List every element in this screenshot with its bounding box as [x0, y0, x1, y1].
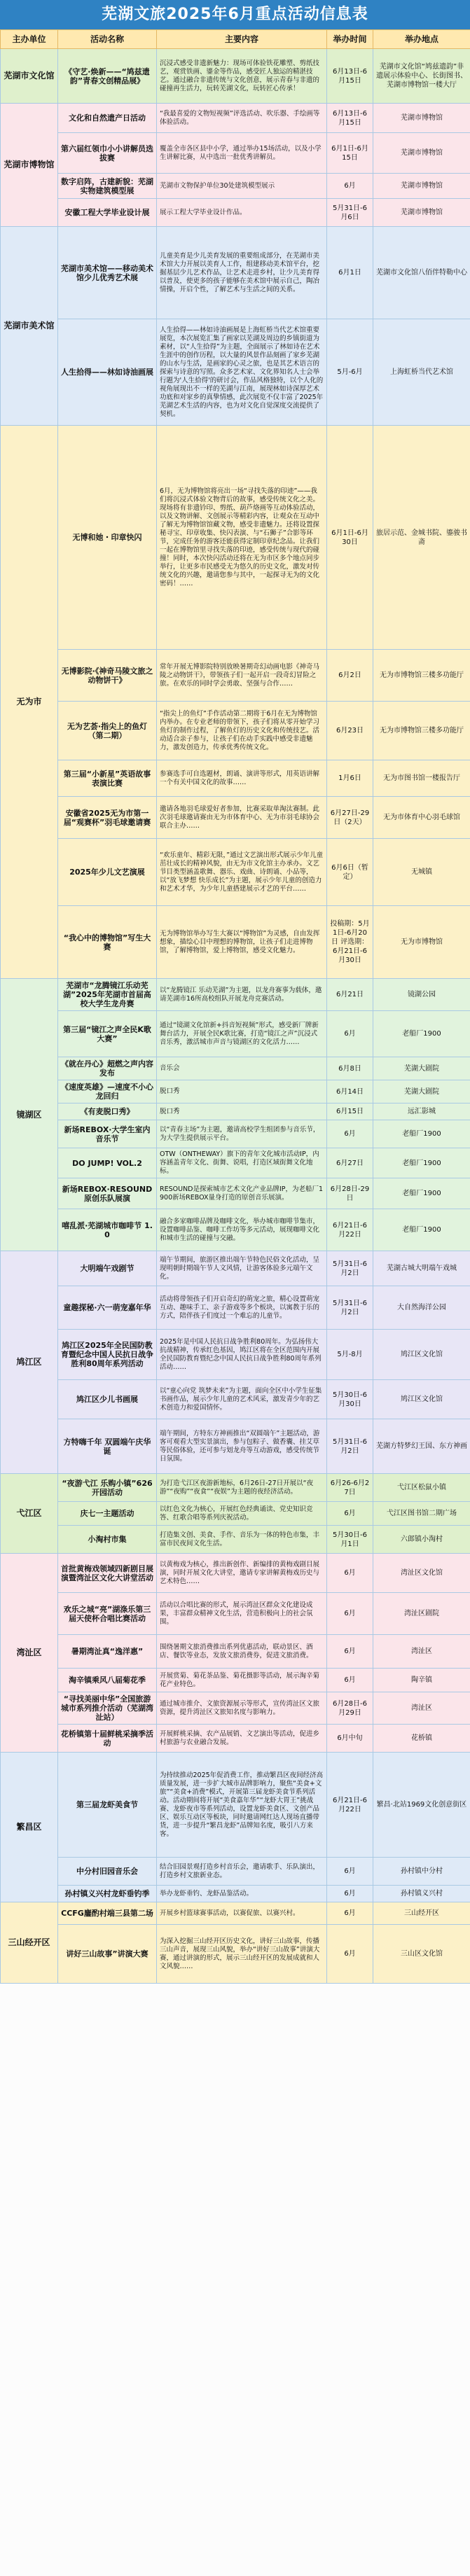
time-cell: 6月26-6月27日 [327, 1474, 373, 1502]
table-row [1, 1635, 470, 1669]
time-cell: 1月6日 [327, 760, 373, 797]
content-cell: 开展鲜桃采摘、农产品展销、文艺演出等活动，促进乡村旅游与农业融合发展。 [157, 1725, 327, 1753]
content-cell: 结合旧园景观打造乡村音乐会，邀请歌手、乐队演出，打造乡村文旅新业态。 [157, 1858, 327, 1886]
time-cell: 6月27日 [327, 1148, 373, 1178]
activity-name-cell: 芜湖市美术馆——移动美术馆少儿优秀艺术展 [58, 227, 157, 319]
table-row [1, 199, 470, 227]
time-cell: 5月31日-6月2日 [327, 1251, 373, 1286]
activity-name-cell: 安徽工程大学毕业设计展 [58, 199, 157, 227]
venue-cell: 老船厂1900 [373, 1209, 470, 1251]
content-cell: “欢乐童年、精彩无限，”通过文艺演出形式展示少年儿童茁壮成长的精神风貌，由无为市文化馆主办承办。文艺节目类型涵盖歌舞、器乐、戏曲、诗朗诵、小品等，以“放飞梦想 快乐成长”为主题，展示少年儿童的创造力和艺术才华，为少年儿童搭建展示才艺的平台…… [157, 839, 327, 906]
activity-name-cell: 庆七一主题活动 [58, 1502, 157, 1526]
activity-name-cell: 鸠江区2025年全民国防教育暨纪念中国人民抗日战争胜利80周年系列活动 [58, 1330, 157, 1380]
host-cell: 弋江区 [1, 1474, 58, 1554]
content-cell: 音乐会 [157, 1057, 327, 1080]
content-cell: 儿童美育是少儿美育发展的重要组成部分，在芜湖市美术馆大力开展以美育人工作，组建移动美术馆平台，挖掘基层少儿艺术作品，让艺术走进乡村，让少儿美育得以普及，使更多的孩子能够在美术馆中展示自己，陶冶情操，开启个性，了解艺术与生活之间的关系。 [157, 227, 327, 319]
host-cell: 镜湖区 [1, 979, 58, 1251]
table-row [1, 426, 470, 650]
table-row [1, 906, 470, 979]
time-cell: 6月 [327, 1858, 373, 1886]
content-cell: “我最喜爱的文物短视频”评选活动、吹乐器、手绘画等体验活动。 [157, 104, 327, 133]
content-cell: 脱口秀 [157, 1103, 327, 1120]
content-cell: 脱口秀 [157, 1080, 327, 1103]
activity-name-cell: 中分村旧园音乐会 [58, 1858, 157, 1886]
time-cell: 6月 [327, 1925, 373, 1984]
table-row [1, 1103, 470, 1120]
content-cell: RESOUND是探索城市艺术文化产业品牌IP，为老船厂1900新场REBOX量身打造的原创音乐展演。 [157, 1178, 327, 1209]
venue-cell: 芜湖大剧院 [373, 1057, 470, 1080]
content-cell: 芜湖市文物保护单位30处建筑模型展示 [157, 174, 327, 199]
content-cell: 通过“镜湖文化馆新+抖音短视频”形式，感受新厂牌新舞台活力，开展全民K歌比赛，打造“镜江之声”沉浸式音乐秀，激活城市声音与镜湖区的文化活力…… [157, 1011, 327, 1057]
venue-cell: 湾沚区 [373, 1692, 470, 1725]
host-group [1, 1251, 470, 1474]
host-cell: 三山经开区 [1, 1902, 58, 1984]
content-cell: 以黄梅戏为核心，推出新创作、新编排的黄梅戏剧目展演，同时开展文化大讲堂，邀请专家讲解黄梅戏历史与艺术特色…… [157, 1554, 327, 1593]
content-cell: 围绕暑期文旅消费推出系列优惠活动，联动景区、酒店、餐饮等业态，发放文旅消费券，促进文旅消费。 [157, 1635, 327, 1669]
activity-name-cell: 《有麦脱口秀》 [58, 1103, 157, 1120]
activity-name-cell: “寻找美丽中华”全国旅游城市系列推介活动（芜湖湾沚站） [58, 1692, 157, 1725]
venue-cell: 芜湖市文化馆“鸠兹遗韵”非遗展示体验中心、长街图书、芜湖市博物馆一楼大厅 [373, 49, 470, 104]
activity-name-cell: 2025年少儿文艺演展 [58, 839, 157, 906]
header-time: 举办时间 [327, 30, 373, 49]
activity-name-cell: 第三届“镜江之声全民K歌大赛” [58, 1011, 157, 1057]
table-row [1, 1554, 470, 1593]
time-cell: 5月30日-6月30日 [327, 1380, 373, 1419]
venue-cell: 繁昌·北站1969文化创意街区 [373, 1753, 470, 1858]
table-row [1, 227, 470, 319]
activity-name-cell: 无为艺荟·指尖上的鱼灯（第二期） [58, 702, 157, 760]
table-row [1, 1251, 470, 1286]
time-cell: 5月31日-6月2日 [327, 1286, 373, 1330]
table-row [1, 797, 470, 839]
content-cell: “指尖上的鱼灯”手作活动第二期将于6月在无为博物馆内举办。在专业老师的带领下，孩子们将从零开始学习鱼灯的制作过程，了解鱼灯的历史文化和传统技艺。活动适合亲子参与，让孩子们在动手实践中感受非遗魅力，激发创造力，传承优秀传统文化。 [157, 702, 327, 760]
content-cell: 2025年是中国人民抗日战争胜利80周年。为弘扬伟大抗战精神，传承红色基因，鸠江区将在全区范围内开展全民国防教育暨纪念中国人民抗日战争胜利80周年系列活动…… [157, 1330, 327, 1380]
time-cell: 6月28日-29日 [327, 1178, 373, 1209]
table-row [1, 1502, 470, 1526]
activity-name-cell: 《速度英雄》—速度不小心龙回归 [58, 1080, 157, 1103]
table-row [1, 49, 470, 104]
table-row [1, 1011, 470, 1057]
page-title: 芜湖文旅2025年6月重点活动信息表 [0, 0, 470, 29]
content-cell: 为持续推动2025年促消费工作，推动繁昌区夜间经济高质量发展，进一步扩大城市品牌影响力，聚焦“美食+文旅”“美食+消费”模式，开展第三届龙虾美食节系列活动。活动期间将开展“美食嘉年华”“龙虾大胃王”挑战赛、龙虾夜市等系列活动，设置龙虾美食区、文创产品区、娱乐互动区等板块，同时邀请网红达人现场直播带货，进一步提升“繁昌龙虾”品牌知名度，吸引八方来客。 [157, 1753, 327, 1858]
content-cell: 举办龙虾垂钓、龙虾品鉴活动。 [157, 1886, 327, 1902]
venue-cell: 三山经开区 [373, 1902, 470, 1925]
venue-cell: 老船厂1900 [373, 1011, 470, 1057]
table-row [1, 1057, 470, 1080]
table-row [1, 1858, 470, 1886]
table-row [1, 1925, 470, 1984]
venue-cell: 鸠江区文化馆 [373, 1330, 470, 1380]
time-cell: 6月1日 [327, 227, 373, 319]
host-group [1, 1753, 470, 1902]
time-cell: 6月 [327, 1120, 373, 1148]
time-cell: 6月 [327, 1502, 373, 1526]
content-cell: 以红色文化为核心，开展红色经典诵读、党史知识竞答、红歌合唱等系列庆祝活动。 [157, 1502, 327, 1526]
activity-name-cell: 第三届龙虾美食节 [58, 1753, 157, 1858]
header-host: 主办单位 [1, 30, 58, 49]
table-row [1, 1178, 470, 1209]
time-cell: 6月28日-6月29日 [327, 1692, 373, 1725]
activity-name-cell: 小淘村市集 [58, 1526, 157, 1554]
venue-cell: 芜湖古城大明端午戏城 [373, 1251, 470, 1286]
activity-name-cell: 嘻乱派·芜湖城市咖啡节 1.0 [58, 1209, 157, 1251]
activity-name-cell: 暑期湾沚真“逸洋惠” [58, 1635, 157, 1669]
venue-cell: 老船厂1900 [373, 1178, 470, 1209]
time-cell: 6月21日-6月22日 [327, 1753, 373, 1858]
venue-cell: 芜湖市博物馆 [373, 133, 470, 174]
table-row [1, 1886, 470, 1902]
activity-name-cell: 淘辛镇乘风八届菊花季 [58, 1669, 157, 1692]
table-row [1, 174, 470, 199]
venue-cell: 芜湖市文化馆八佰伴特勒中心 [373, 227, 470, 319]
table-row [1, 1692, 470, 1725]
time-cell: 6月 [327, 174, 373, 199]
content-cell: 通过城市推介、文旅资源展示等形式，宣传湾沚区文旅资源，提升湾沚区文旅知名度与影响力。 [157, 1692, 327, 1725]
host-group [1, 104, 470, 227]
content-cell: 以“龙腾镜江 乐动芜湖”为主题，以龙舟赛事为载体，邀请芜湖市16所高校组队开展龙舟竞赛活动。 [157, 979, 327, 1011]
activity-name-cell: 首批黄梅戏领域四新剧目展演暨湾沚区文化大讲堂活动 [58, 1554, 157, 1593]
venue-cell: 弋江区松鼠小镇 [373, 1474, 470, 1502]
content-cell: 常年开展无博影院特别放映暑期奇幻动画电影《神奇马陵之动物饼干》，带领孩子们一起开启一段奇幻冒险之旅。在欢乐的同时学会勇敢、坚强与合作…… [157, 650, 327, 702]
time-cell: 6月15日 [327, 1103, 373, 1120]
content-cell: OTW（ONTHEWAY）旗下的青年文化城市活动IP，内容涵盖青年文化、街舞、说唱，打造区域街舞文化地标。 [157, 1148, 327, 1178]
venue-cell: 大自然海洋公园 [373, 1286, 470, 1330]
time-cell: 5月31日-6月6日 [327, 199, 373, 227]
time-cell: 6月 [327, 1635, 373, 1669]
time-cell: 6月13日-6月15日 [327, 49, 373, 104]
venue-cell: 老船厂1900 [373, 1120, 470, 1148]
host-cell: 芜湖市博物馆 [1, 104, 58, 227]
time-cell: 6月 [327, 1669, 373, 1692]
content-cell: 展示工程大学毕业设计作品。 [157, 199, 327, 227]
venue-cell: 无为市博物馆三楼多功能厅 [373, 650, 470, 702]
table-row [1, 1474, 470, 1502]
venue-cell: 老船厂1900 [373, 1148, 470, 1178]
time-cell: 6月13日-6月15日 [327, 104, 373, 133]
content-cell: 以“童心向党 筑梦未来”为主题，面向全区中小学生征集书画作品，展示少年儿童的艺术风采，激发青少年的艺术创造力和爱国情怀。 [157, 1380, 327, 1419]
activity-name-cell: 第六届红领巾小小讲解员选拔赛 [58, 133, 157, 174]
table-row [1, 133, 470, 174]
time-cell: 6月 [327, 1902, 373, 1925]
host-group [1, 979, 470, 1251]
activity-name-cell: 《守艺·焕新——“鸠兹遗韵”青春文创精品展》 [58, 49, 157, 104]
header-content: 主要内容 [157, 30, 327, 49]
activity-name-cell: 人生拾得——林如诗油画展 [58, 319, 157, 426]
venue-cell: 无为市博物馆三楼多功能厅 [373, 702, 470, 760]
time-cell: 5月30日-6月1日 [327, 1526, 373, 1554]
venue-cell: 孙村镇中分村 [373, 1858, 470, 1886]
host-group [1, 1902, 470, 1984]
content-cell: 打造集文创、美食、手作、音乐为一体的特色市集，丰富市民夜间文化生活。 [157, 1526, 327, 1554]
host-cell: 湾沚区 [1, 1554, 58, 1753]
table-row [1, 1526, 470, 1554]
time-cell: 6月8日 [327, 1057, 373, 1080]
venue-cell: 无为市图书馆一楼报告厅 [373, 760, 470, 797]
venue-cell: 旅居示范、金城书院、鎏骏书斋 [373, 426, 470, 650]
venue-cell: 镜湖公园 [373, 979, 470, 1011]
activity-name-cell: 无博影院·《神奇马陵文旅之动物饼干》 [58, 650, 157, 702]
activity-name-cell: 第三届“小新星”英语故事表演比赛 [58, 760, 157, 797]
content-cell: 沉浸式感受非遗新魅力：现场可体验铁花雕塑、剪纸技艺，观赏铁画、鎏金等作品，感受匠人独运的精湛技艺。通过融合非遗传统与文化创意，展示青春与非遗的碰撞再生活力，玩转芜湖文化，玩转匠心传承！ [157, 49, 327, 104]
venue-cell: 陶辛镇 [373, 1669, 470, 1692]
time-cell: 6月 [327, 1886, 373, 1902]
host-cell: 繁昌区 [1, 1753, 58, 1902]
table-row [1, 1669, 470, 1692]
content-cell: 为深入挖掘三山经开区历史文化，讲好三山故事，传播三山声音，展现三山风貌，举办“讲好三山故事”讲演大赛，通过讲演的形式，展示三山经开区的发展成就和人文风貌…… [157, 1925, 327, 1984]
host-group [1, 227, 470, 426]
venue-cell: 无为市体育中心羽毛球馆 [373, 797, 470, 839]
time-cell: 6月23日 [327, 702, 373, 760]
venue-cell: 芜湖市博物馆 [373, 104, 470, 133]
time-cell: 5月-8月 [327, 1330, 373, 1380]
table-row [1, 1330, 470, 1380]
venue-cell: 湾沚区剧院 [373, 1593, 470, 1635]
host-group [1, 1474, 470, 1554]
venue-cell: 六郎镇小淘村 [373, 1526, 470, 1554]
activity-name-cell: 《就在丹心》超燃之声内容发布 [58, 1057, 157, 1080]
time-cell: 6月6日（暂定） [327, 839, 373, 906]
time-cell: 6月 [327, 1593, 373, 1635]
activity-name-cell: 安徽省2025无为市第一届“观赛杯”羽毛球邀请赛 [58, 797, 157, 839]
table-row [1, 1380, 470, 1419]
time-cell: 6月2日 [327, 650, 373, 702]
content-cell: 参赛选手可自选题材，朗诵、演讲等形式，用英语讲解一个有关中国文化的故事…… [157, 760, 327, 797]
table-row [1, 1286, 470, 1330]
time-cell: 6月21日-6月22日 [327, 1209, 373, 1251]
table-row [1, 1593, 470, 1635]
activity-name-cell: 讲好三山故事”讲演大赛 [58, 1925, 157, 1984]
time-cell: 6月21日 [327, 979, 373, 1011]
table-row [1, 1209, 470, 1251]
activity-name-cell: 孙村镇义兴村龙虾垂钓季 [58, 1886, 157, 1902]
activity-name-cell: 欢乐之城“亮”湖涤乐第三届天使杯合唱比赛活动 [58, 1593, 157, 1635]
table-row [1, 979, 470, 1011]
host-cell: 芜湖市文化馆 [1, 49, 58, 104]
activity-name-cell: 文化和自然遗产日活动 [58, 104, 157, 133]
venue-cell: 芜湖市博物馆 [373, 199, 470, 227]
table-row [1, 1148, 470, 1178]
activity-name-cell: 大明端午戏剧节 [58, 1251, 157, 1286]
content-cell: 覆盖全市各区县中小学，通过举办15场活动，以及小学生讲解比赛，从中选出一批优秀讲解员。 [157, 133, 327, 174]
table-row [1, 1080, 470, 1103]
time-cell: 5月31日-6月2日 [327, 1419, 373, 1474]
venue-cell: 远汇影城 [373, 1103, 470, 1120]
content-cell: 以“青春主场”为主题，邀请高校学生组团参与音乐节，为大学生提供展示平台。 [157, 1120, 327, 1148]
host-cell: 鸠江区 [1, 1251, 58, 1474]
venue-cell: 芜湖大剧院 [373, 1080, 470, 1103]
time-cell: 投稿期：5月1日-6月20日 评选期：6月21日-6月30日 [327, 906, 373, 979]
venue-cell: 芜湖市博物馆 [373, 174, 470, 199]
time-cell: 6月1日-6月30日 [327, 426, 373, 650]
time-cell: 6月27日-29日（2天） [327, 797, 373, 839]
activity-name-cell: “夜游弋江 乐购小镇”626开园活动 [58, 1474, 157, 1502]
activity-name-cell: DO JUMP! VOL.2 [58, 1148, 157, 1178]
activity-table [0, 29, 470, 1984]
table-row [1, 1753, 470, 1858]
content-cell: 开展赏菊、菊花茶品鉴、菊花摄影等活动，展示淘辛菊花产业特色。 [157, 1669, 327, 1692]
time-cell: 5月-6月 [327, 319, 373, 426]
activity-name-cell: “我心中的博物馆”写生大赛 [58, 906, 157, 979]
table-row [1, 650, 470, 702]
table-row [1, 104, 470, 133]
venue-cell: 弋江区图书馆二期广场 [373, 1502, 470, 1526]
content-cell: 邀请各地羽毛球爱好者参加，比赛采取单淘汰赛制。此次羽毛球邀请赛由无为市体育中心、无为市羽毛球协会联合主办…… [157, 797, 327, 839]
host-group [1, 426, 470, 979]
venue-cell: 鸠江区文化馆 [373, 1380, 470, 1419]
host-cell: 无为市 [1, 426, 58, 979]
time-cell: 6月1日-6月15日 [327, 133, 373, 174]
content-cell: 端午节期间，旅游区推出端午节特色民俗文化活动，呈现明朝时期端午节人文风情，让游客体验多元端午文化。 [157, 1251, 327, 1286]
content-cell: 活动将带领孩子们开启奇幻的萌宠之旅，精心设置萌宠互动、趣味手工、亲子游戏等多个板块，以寓教于乐的方式，陪伴孩子们度过一个难忘的儿童节。 [157, 1286, 327, 1330]
activity-name-cell: 新场REBOX·RESOUND原创乐队展演 [58, 1178, 157, 1209]
venue-cell: 上海虹桥当代艺术馆 [373, 319, 470, 426]
content-cell: 活动以合唱比赛的形式，展示湾沚区群众文化建设成果，丰富群众精神文化生活，营造积极向上的社会氛围。 [157, 1593, 327, 1635]
host-group [1, 1554, 470, 1753]
venue-cell: 花桥镇 [373, 1725, 470, 1753]
activity-name-cell: 花桥镇第十届鲜桃采摘季活动 [58, 1725, 157, 1753]
activity-name-cell: 无博和她・印章快闪 [58, 426, 157, 650]
table-header [1, 30, 470, 49]
table-row [1, 1120, 470, 1148]
table-row [1, 1902, 470, 1925]
venue-cell: 无城镇 [373, 839, 470, 906]
host-group [1, 49, 470, 104]
table-row [1, 1725, 470, 1753]
activity-name-cell: 方特嗨千年 双圆端午庆华诞 [58, 1419, 157, 1474]
table-row [1, 1419, 470, 1474]
venue-cell: 三山区文化馆 [373, 1925, 470, 1984]
header-activity: 活动名称 [58, 30, 157, 49]
venue-cell: 湾沚区文化馆 [373, 1554, 470, 1593]
time-cell: 6月 [327, 1011, 373, 1057]
activity-name-cell: 童趣探秘·六一萌宠嘉年华 [58, 1286, 157, 1330]
activity-name-cell: CCFG鏖酌村端三县第二场 [58, 1902, 157, 1925]
content-cell: 开展乡村篮球赛事活动，以赛促旅、以赛兴村。 [157, 1902, 327, 1925]
host-cell: 芜湖市美术馆 [1, 227, 58, 426]
content-cell: 端午期间，方特东方神画推出“双圆端午”主题活动，游客可观看大型实景演出，参与包粽子、做香囊、挂艾草等民俗体验，还可参与划龙舟等互动游戏，感受传统节日氛围。 [157, 1419, 327, 1474]
time-cell: 6月中旬 [327, 1725, 373, 1753]
venue-cell: 孙村镇义兴村 [373, 1886, 470, 1902]
venue-cell: 无为市博物馆 [373, 906, 470, 979]
venue-cell: 湾沚区 [373, 1635, 470, 1669]
table-row [1, 319, 470, 426]
table-row [1, 839, 470, 906]
content-cell: 6月，无为博物馆将亮出一场“寻找失落的印迹”——我们将沉浸式体验文物背后的故事，感受传统文化之美。现场将有非遗钤印、剪纸、葫芦烙画等互动体验活动，以及文物讲解、文创展示等精彩内容，让观众在互动中了解无为博物馆馆藏文物，感受非遗魅力。还将设置探秘寻宝、印章收集、快闪表演、与“石狮子”合影等环节，完成任务的游客还能获得定制印章纪念品。让我们一起在博物馆里寻找失落的印迹，感受传统与现代的碰撞！同时，本次快闪活动还将在无为市区多个地点同步举行，让更多市民感受无为悠久的历史文化，激发对传统文化的兴趣，邀请您参与其中，一起探寻无为的文化密码！…… [157, 426, 327, 650]
time-cell: 6月14日 [327, 1080, 373, 1103]
activity-name-cell: 新场REBOX·大学生室内音乐节 [58, 1120, 157, 1148]
content-cell: 融合多家咖啡品牌及咖啡文化，举办城市咖啡节集市，设置咖啡品鉴、咖啡工作坊等多元活动，展现咖啡文化和城市生活的碰撞与交融。 [157, 1209, 327, 1251]
header-venue: 举办地点 [373, 30, 470, 49]
activity-name-cell: 数字启阵，古建新貌：芜湖实物建筑模型展 [58, 174, 157, 199]
activity-name-cell: 鸠江区少儿书画展 [58, 1380, 157, 1419]
content-cell: 人生拾得——林如诗油画展是上海虹桥当代艺术馆重要展览，本次展览汇集了画家以芜湖及周边的乡镇街道为素材，以“人生拾得”为主题，全面展示了林如诗在艺术生涯中的创作历程，以大量的风景作品刻画了家乡芜湖的山水与生活，是画家的心灵之旅，也是其艺术语言的探索与诗意的写照。众多艺术家、文化界知名人士会举行题为'人生拾得'的研讨会，作品风格独特，以个人化的视角展现出不一样的芜湖与江南，展现林如诗深厚艺术功底和对家乡的真挚情感，此次展览不仅丰富了2025年芜湖艺术生活的内容，也为对文化自觉深度交流提供了契机。 [157, 319, 327, 426]
venue-cell: 芜湖方特梦幻王国、东方神画 [373, 1419, 470, 1474]
table-row [1, 702, 470, 760]
content-cell: 无为博物馆举办写生大赛以“博物馆”为灵感，自由发挥想象，描绘心目中理想的博物馆，让孩子们走进博物馆，了解博物馆，爱上博物馆，感受文化魅力。 [157, 906, 327, 979]
table-row [1, 760, 470, 797]
content-cell: 为打造弋江区夜游新地标，6月26日-27日开展以“夜游”“夜购”“夜食”“夜娱”为主题的夜经济活动。 [157, 1474, 327, 1502]
time-cell: 6月 [327, 1554, 373, 1593]
activity-name-cell: 芜湖市“龙腾镜江乐动芜湖”2025年芜湖市首届高校大学生龙舟赛 [58, 979, 157, 1011]
